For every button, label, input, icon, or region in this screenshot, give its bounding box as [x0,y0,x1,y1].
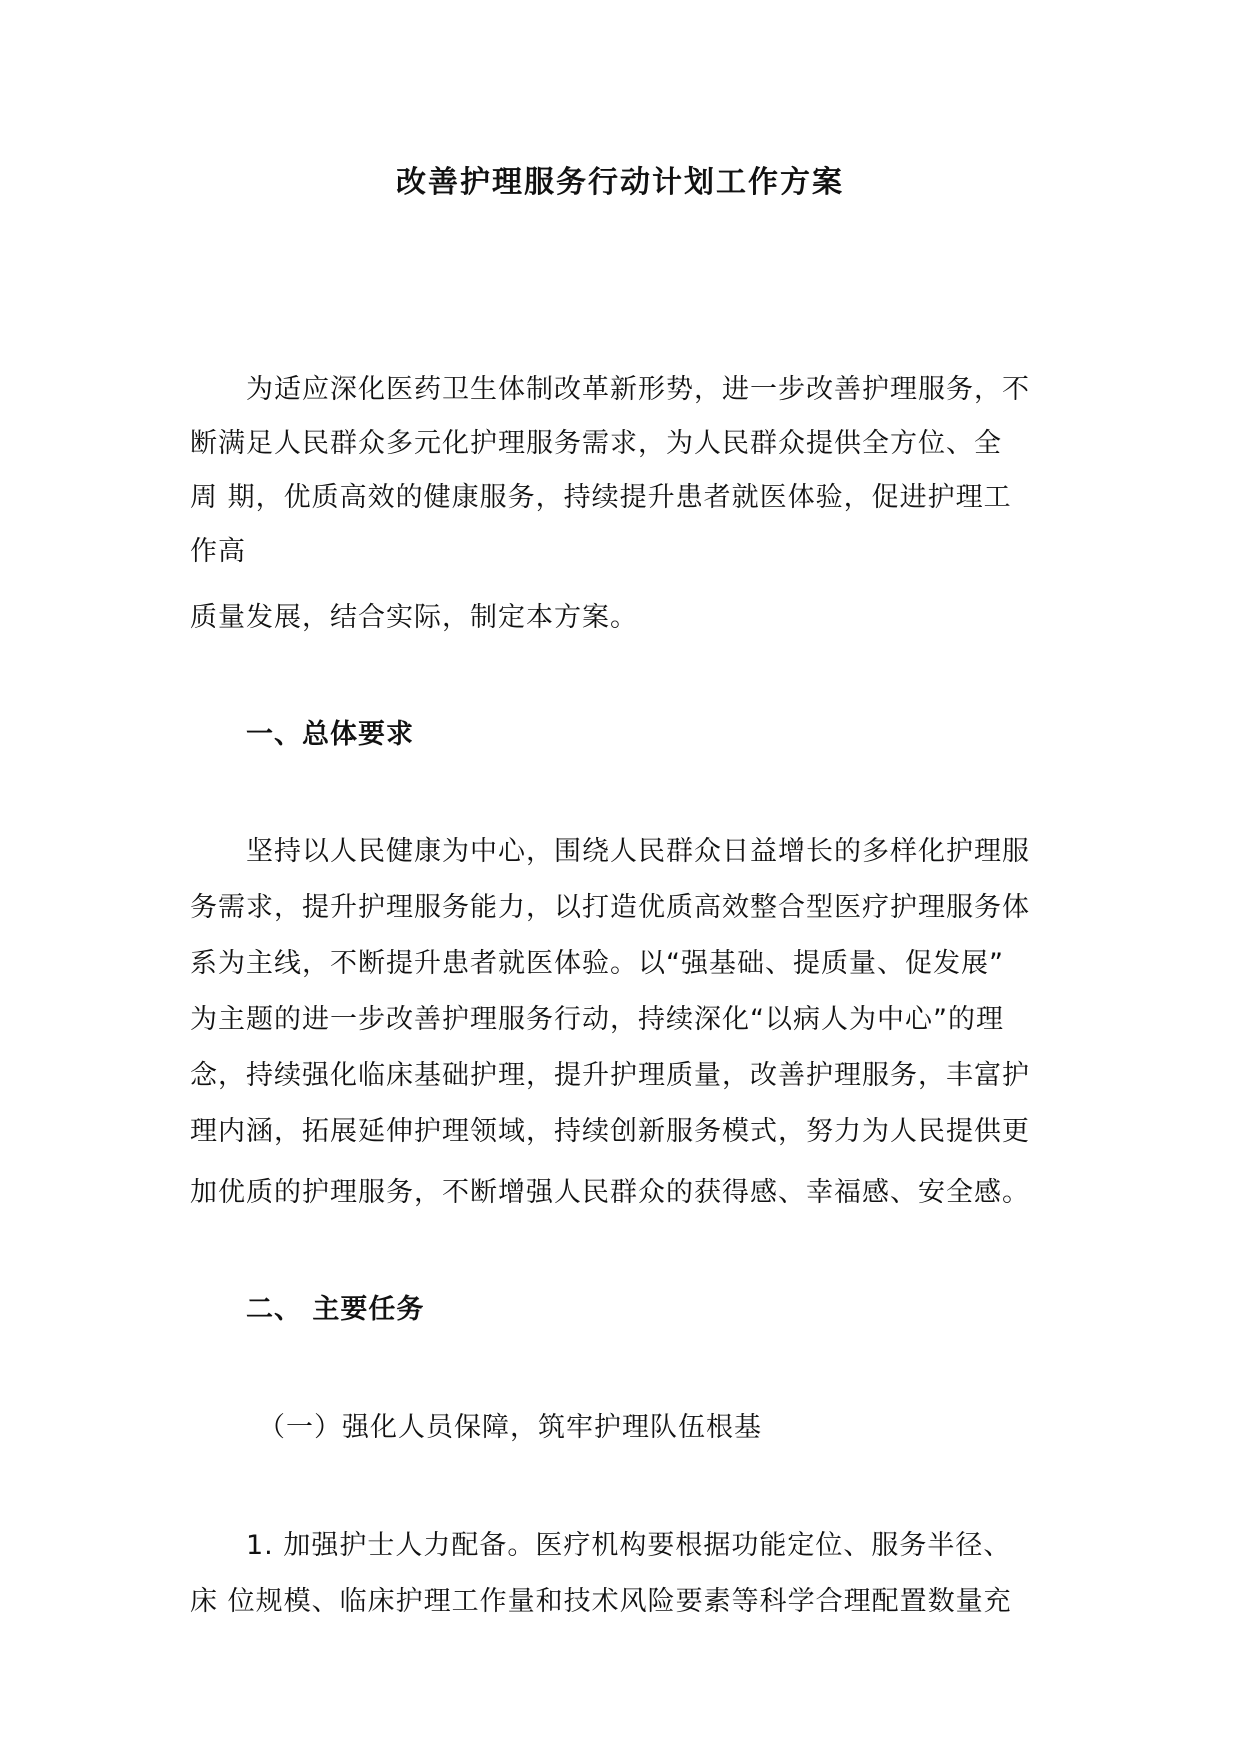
section1-line-7: 加优质的护理服务，不断增强人民群众的获得感、幸福感、安全感。 [190,1177,1030,1208]
subsection1-heading: （一）强化人员保障，筑牢护理队伍根基 [258,1412,762,1443]
intro-line-2: 断满足人民群众多元化护理服务需求，为人民群众提供全方位、全 [190,428,1002,459]
intro-line-4: 作高 [190,536,246,567]
section1-line-3: 系为主线，不断提升患者就医体验。以“强基础、提质量、促发展” [190,948,1004,979]
section1-heading: 一、总体要求 [246,719,414,750]
intro-line-1: 为适应深化医药卫生体制改革新形势，进一步改善护理服务，不 [246,374,1030,405]
section1-line-1: 坚持以人民健康为中心，围绕人民群众日益增长的多样化护理服 [246,836,1030,867]
section2-heading: 二、 主要任务 [246,1294,425,1325]
section1-line-5: 念，持续强化临床基础护理，提升护理质量，改善护理服务，丰富护 [190,1060,1030,1091]
intro-line-3: 周 期，优质高效的健康服务，持续提升患者就医体验，促进护理工 [190,482,1012,513]
section1-line-4: 为主题的进一步改善护理服务行动，持续深化“以病人为中心”的理 [190,1004,1004,1035]
section1-line-2: 务需求，提升护理服务能力，以打造优质高效整合型医疗护理服务体 [190,892,1030,923]
item1-line-2: 床 位规模、临床护理工作量和技术风险要素等科学合理配置数量充 [190,1586,1012,1617]
intro-line-5: 质量发展，结合实际，制定本方案。 [190,602,638,633]
section1-line-6: 理内涵，拓展延伸护理领域，持续创新服务模式，努力为人民提供更 [190,1116,1030,1147]
document-title: 改善护理服务行动计划工作方案 [396,165,844,200]
item1-line-1: 1. 加强护士人力配备。医疗机构要根据功能定位、服务半径、 [246,1530,1012,1561]
